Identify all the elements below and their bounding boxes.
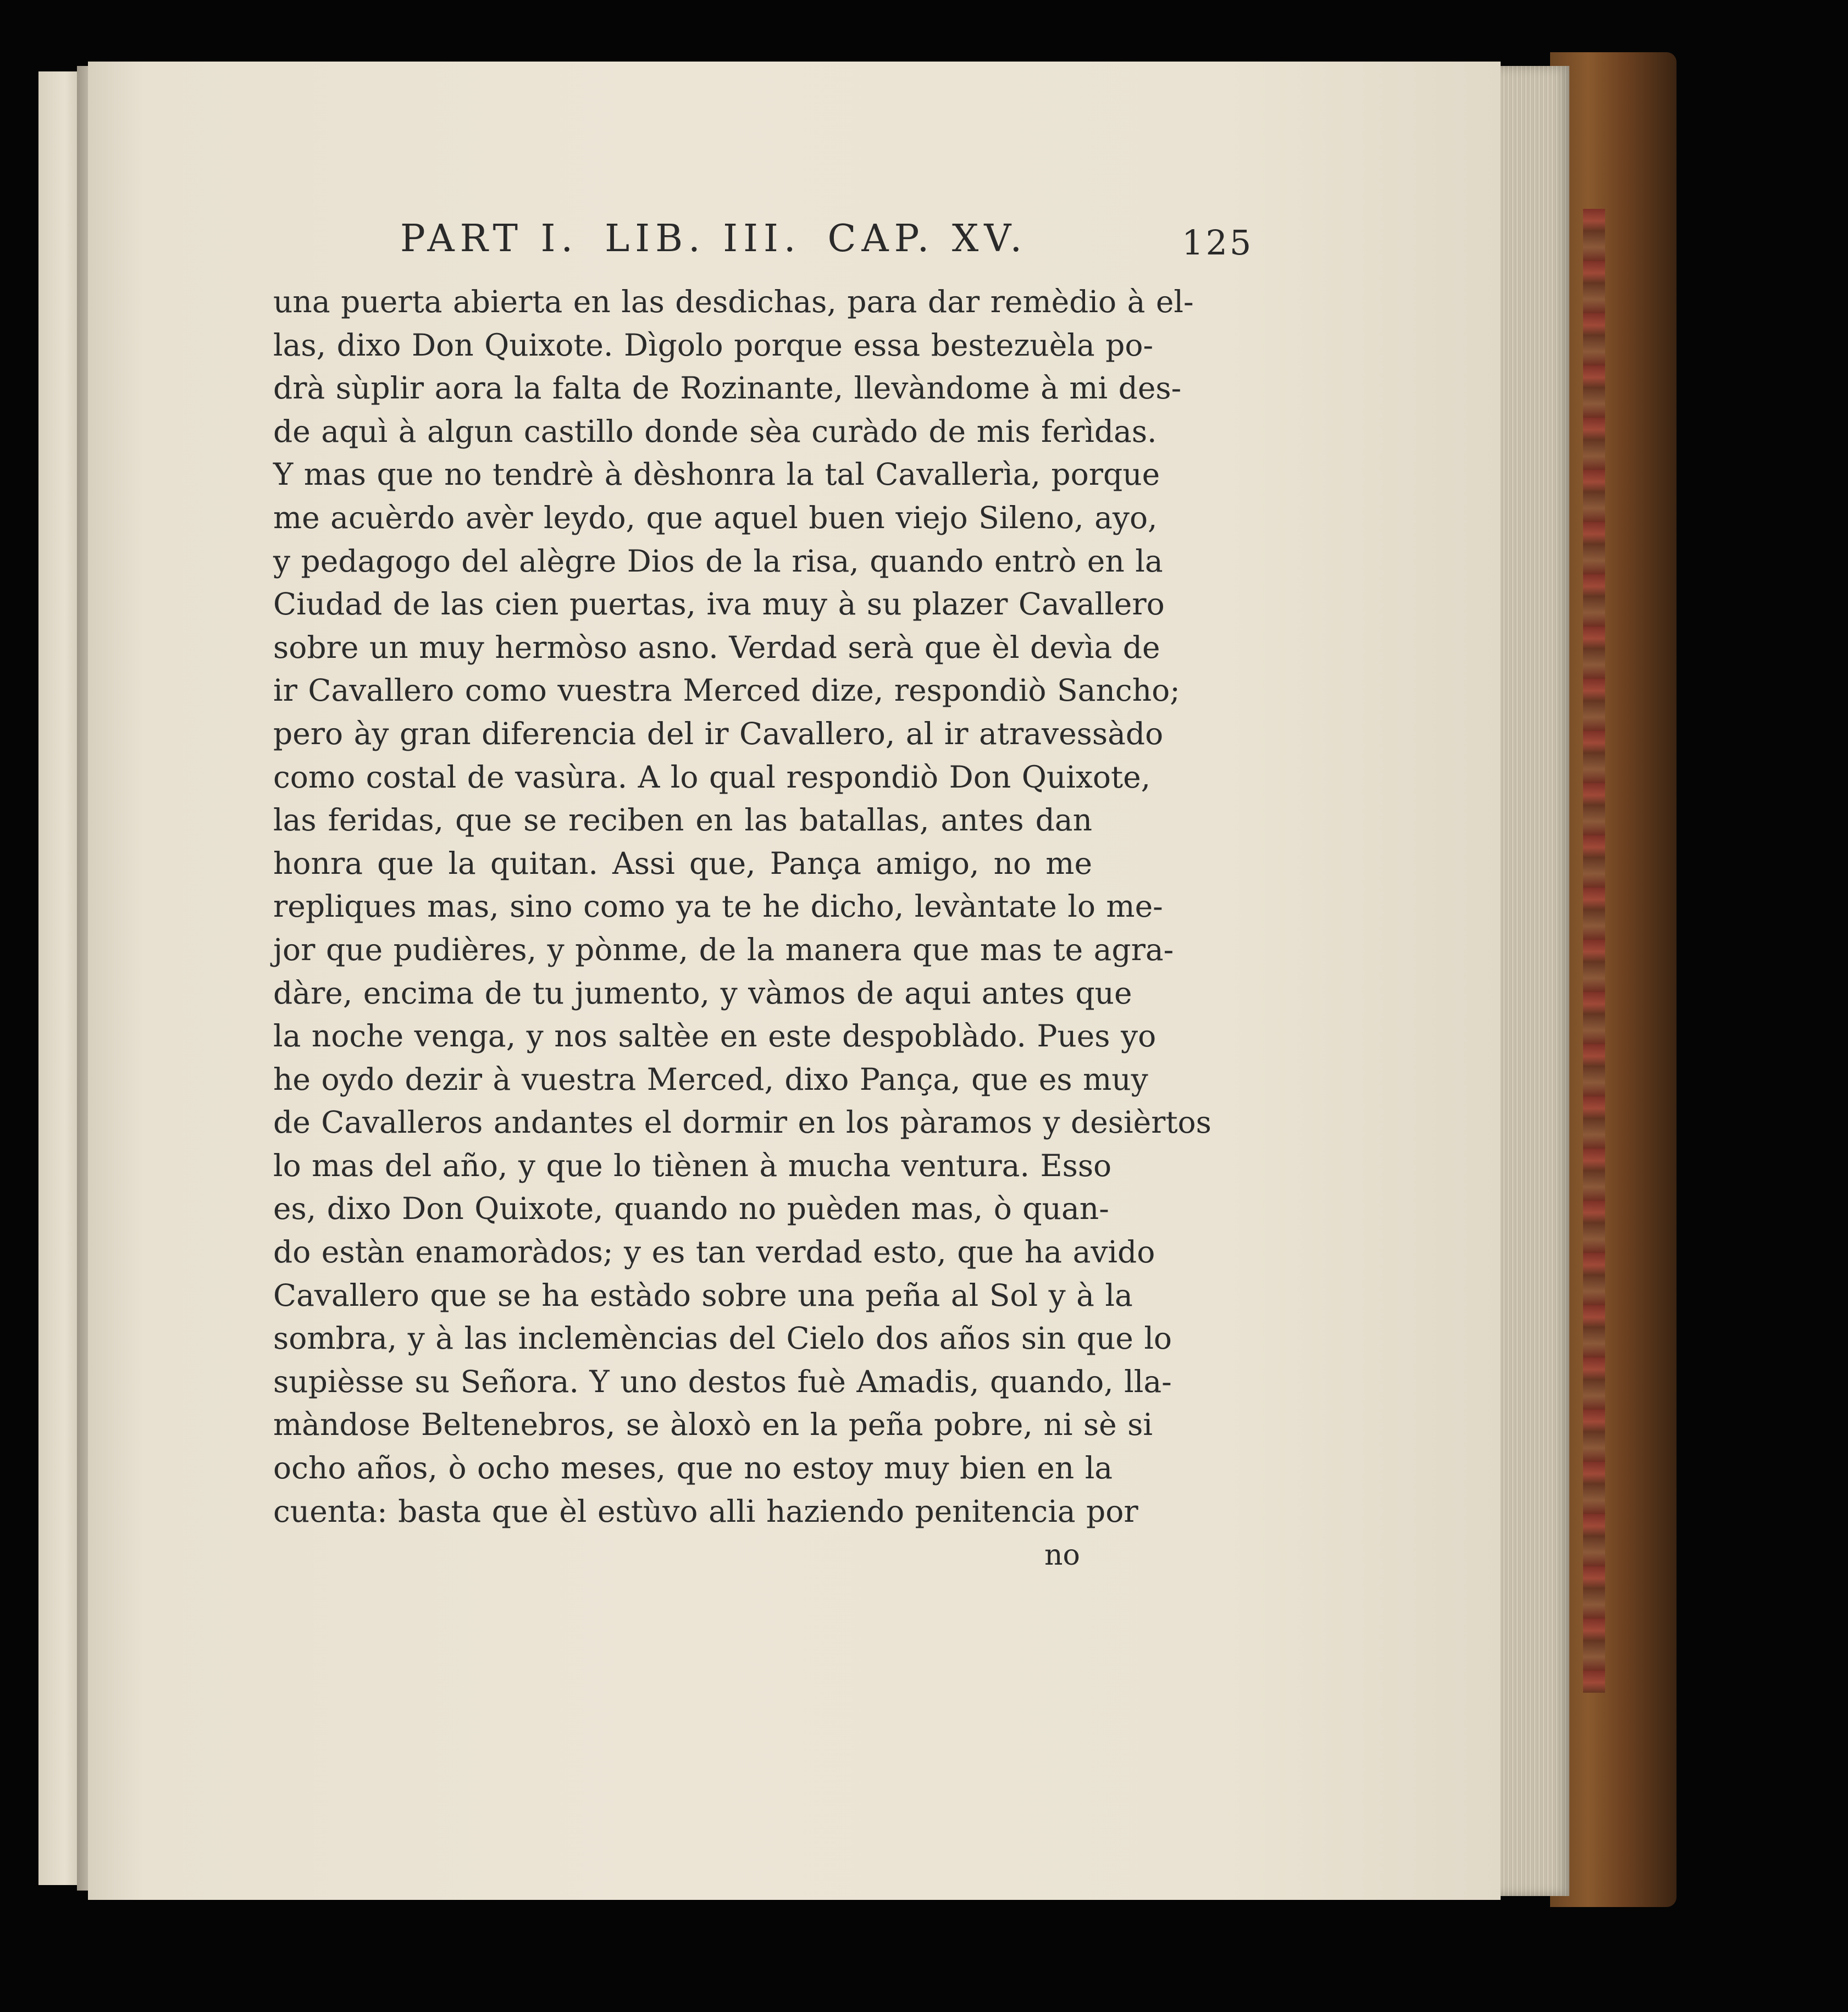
- text-line: de aquì à algun castillo donde sèa curàdo de mis ferìdas.: [273, 413, 1157, 449]
- text-line: supièsse su Señora. Y uno destos fuè Amadis, quando, lla-: [273, 1363, 1172, 1399]
- text-line: lo mas del año, y que lo tiènen à mucha ventura. Esso: [273, 1148, 1112, 1183]
- text-line: y pedagogo del alègre Dios de la risa, quando entrò en la: [273, 543, 1163, 579]
- text-line: las, dixo Don Quixote. Dìgolo porque essa bestezuèla po-: [273, 327, 1154, 363]
- body-text: [273, 280, 1211, 1533]
- text-line: las feridas, que se reciben en las batallas, antes dan: [273, 802, 1092, 838]
- text-line: dàre, encima de tu jumento, y vàmos de aqui antes que: [273, 975, 1132, 1011]
- text-line: Cavallero que se ha estàdo sobre una peña al Sol y à la: [273, 1277, 1133, 1313]
- text-line: sombra, y à las inclemèncias del Cielo dos años sin que lo: [273, 1321, 1172, 1356]
- text-line: ir Cavallero como vuestra Merced dize, respondiò Sancho;: [273, 673, 1180, 708]
- text-line: de Cavalleros andantes el dormir en los pàramos y desièrtos: [273, 1105, 1211, 1140]
- header-part: PART I.: [400, 217, 579, 260]
- header-book: LIB. III.: [605, 217, 801, 260]
- header-chapter: CAP. XV.: [827, 217, 1028, 260]
- text-line: Y mas que no tendrè à dèshonra la tal Cavallerìa, porque: [273, 457, 1160, 492]
- catchword: no: [1044, 1539, 1080, 1572]
- text-line: la noche venga, y nos saltèe en este despoblàdo. Pues yo: [273, 1018, 1157, 1054]
- text-line: jor que pudières, y pònme, de la manera que mas te agra-: [273, 932, 1174, 967]
- facing-page-sliver: [38, 71, 82, 1885]
- text-line: es, dixo Don Quixote, quando no puèden mas, ò quan-: [273, 1191, 1109, 1227]
- text-line: como costal de vasùra. A lo qual respondiò Don Quixote,: [273, 759, 1151, 795]
- marbled-binding: [1583, 209, 1605, 1693]
- text-line: màndose Beltenebros, se àloxò en la peña pobre, ni sè si: [273, 1407, 1153, 1443]
- text-line: honra que la quitan. Assi que, Pança amigo, no me: [273, 845, 1092, 881]
- text-line: do estàn enamoràdos; y es tan verdad esto, que ha avido: [273, 1234, 1155, 1270]
- text-line: pero ày gran diferencia del ir Cavallero, al ir atravessàdo: [273, 716, 1164, 751]
- text-line: he oydo dezir à vuestra Merced, dixo Pança, que es muy: [273, 1061, 1148, 1097]
- text-line: Ciudad de las cien puertas, iva muy à su plazer Cavallero: [273, 586, 1165, 622]
- text-line: drà sùplir aora la falta de Rozinante, llevàndome à mi des-: [273, 370, 1182, 406]
- text-line: ocho años, ò ocho meses, que no estoy muy bien en la: [273, 1450, 1113, 1486]
- text-line: repliques mas, sino como ya te he dicho, levàntate lo me-: [273, 889, 1163, 924]
- text-line: sobre un muy hermòso asno. Verdad serà que èl devìa de: [273, 629, 1160, 665]
- text-line: me acuèrdo avèr leydo, que aquel buen viejo Sileno, ayo,: [273, 500, 1158, 535]
- text-line: una puerta abierta en las desdichas, para dar remèdio à el-: [273, 284, 1194, 319]
- running-header: [400, 217, 1027, 260]
- text-line: cuenta: basta que èl estùvo alli haziendo penitencia por: [273, 1493, 1138, 1529]
- page-number: 125: [1182, 223, 1254, 263]
- page-fore-edge: [1492, 66, 1569, 1896]
